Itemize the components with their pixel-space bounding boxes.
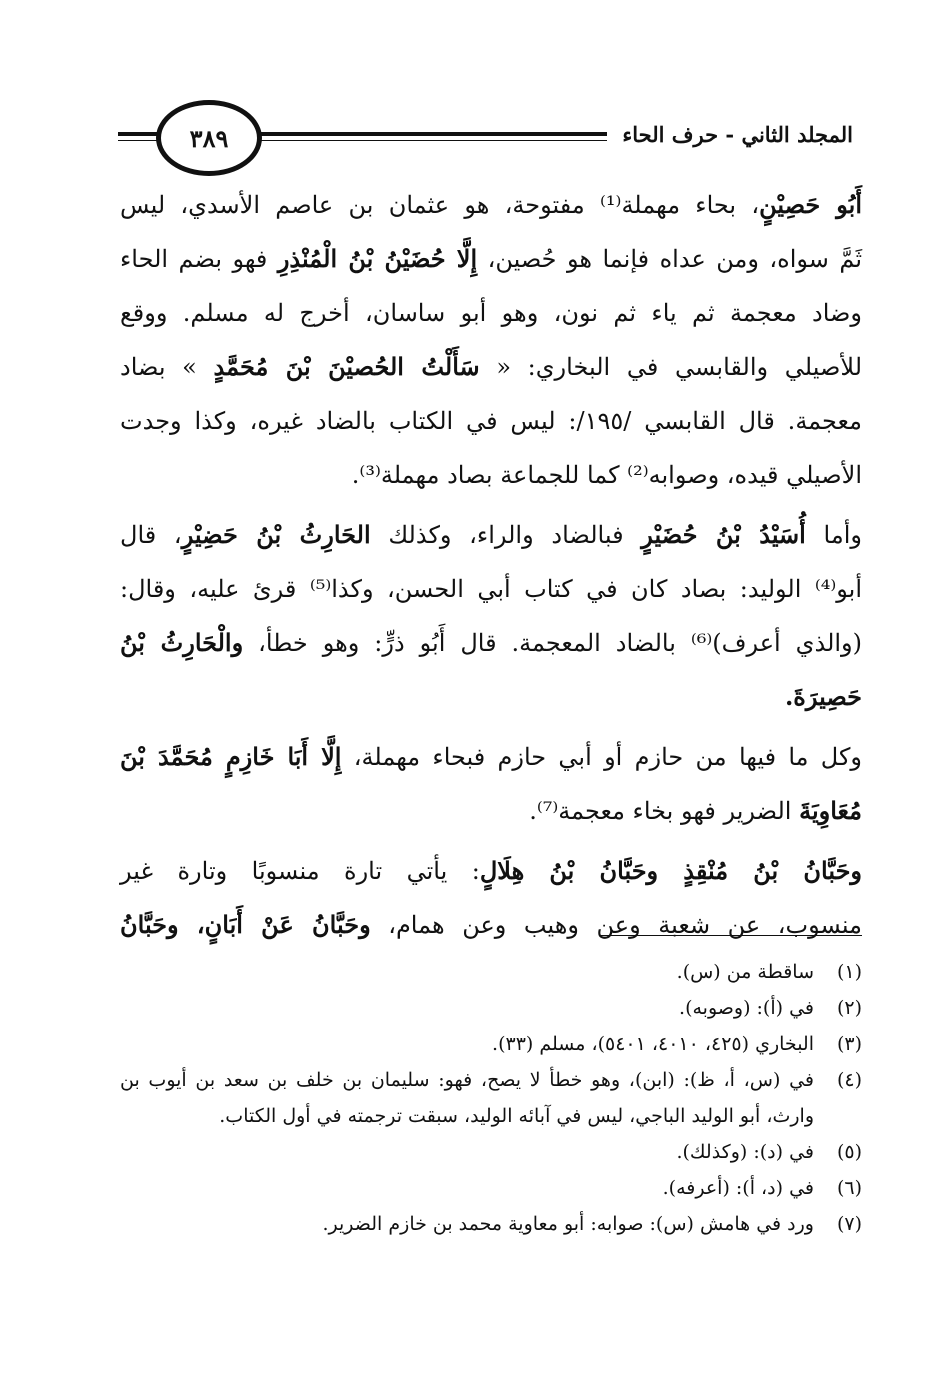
- text-line: [120, 730, 862, 784]
- page-header: [118, 100, 853, 170]
- text: (والذي أعرف)⁽⁶⁾ بالضاد المعجمة. قال أَبُو ذرٍّ: وهو خطأ،: [243, 629, 862, 657]
- text-line: حَصِيرَةَ.: [784, 682, 862, 711]
- entry-name: مُعَاوِيَةَ: [799, 796, 862, 825]
- text-line: [120, 616, 862, 670]
- footnote: [120, 1170, 862, 1206]
- footnote: [120, 1134, 862, 1170]
- text: للأصيلي والقابسي في البخاري: «: [479, 353, 863, 381]
- footnote: [120, 990, 862, 1026]
- text-line: وضاد معجمة ثم ياء ثم نون، وهو أبو ساسان، أخرج له مسلم. ووقع: [120, 299, 862, 327]
- entry-name: إِلَّا حُضَيْنُ بْنُ الْمُنْذِرِ: [277, 244, 478, 273]
- header-rule-left-thin: [118, 140, 158, 141]
- footnote-number: (٦): [836, 1177, 862, 1199]
- footnote-text: ساقطة من (س).: [676, 961, 814, 983]
- footnote: [120, 1062, 862, 1134]
- text: وأما: [805, 521, 862, 549]
- running-title: المجلد الثاني - حرف الحاء: [607, 122, 853, 147]
- footnote-number: (٢): [836, 997, 862, 1019]
- text-line: [120, 844, 862, 898]
- quotation: سَأَلْتُ الحُصيْنَ بْنَ مُحَمَّدٍ: [213, 352, 480, 381]
- footnotes: [120, 954, 862, 1242]
- text: فهو بضم الحاء: [120, 245, 278, 273]
- text: الضرير فهو بخاء معجمة⁽⁷⁾.: [529, 797, 800, 825]
- text: فبالضاد والراء، وكذلك: [370, 521, 642, 549]
- entry-name: وحَبَّانُ بْنُ مُنْقِذٍ وحَبَّانُ بْنُ هِلَالٍ: [479, 856, 863, 885]
- text: ، قال: [120, 521, 182, 549]
- text: ثَمَّ سواه، ومن عداه فإنما هو حُصين،: [477, 245, 862, 273]
- footnote-separator: [600, 935, 862, 936]
- page-number-badge: [156, 100, 262, 176]
- footnote-number: (١): [836, 961, 862, 983]
- entry-name: والْحَارِثُ بْنُ: [120, 628, 244, 657]
- footnote: [120, 954, 862, 990]
- entry-name: أَبُو حَصِيْنٍ: [759, 190, 862, 219]
- text-line: [120, 340, 862, 394]
- text-line: معجمة. قال القابسي /١٩٥/: ليس في الكتاب بالضاد غيره، وكذا وجدت: [120, 407, 862, 435]
- footnote-text: ورد في هامش (س): صوابه: أبو معاوية محمد بن خازم الضرير.: [322, 1213, 814, 1235]
- footnote-text: في (د): (وكذلك).: [676, 1141, 814, 1163]
- entry-name: أُسَيْدُ بْنُ حُضَيْرٍ: [641, 520, 806, 549]
- footnote-text: في (أ): (وصوبه).: [679, 997, 814, 1019]
- footnote-text: في (س، أ، ظ): (ابن)، وهو خطأ لا يصح، فهو: سليمان بن خلف بن سعد بن أيوب بن وارث، أبو الوليد الباجي، ليس في آبائه الوليد، سبقت ترجمته في أول الكتاب.: [120, 1069, 814, 1127]
- text: : يأتي تارة منسوبًا وتارة غير: [120, 857, 480, 885]
- footnote-text: في (د، أ): (أعرفه).: [662, 1177, 814, 1199]
- footnote: [120, 1026, 862, 1062]
- entry-name: وحَبَّانُ عَنْ أَبَانٍ، وحَبَّانُ: [120, 910, 371, 939]
- footnote-number: (٧): [836, 1213, 862, 1235]
- text-line: [120, 178, 862, 232]
- text: منسوب، عن شعبة وعن وهيب وعن همام،: [370, 911, 862, 939]
- footnote-number: (٤): [836, 1069, 862, 1091]
- text-line: أبو⁽⁴⁾ الوليد: بصاد كان في كتاب أبي الحسن، وكذا⁽⁵⁾ قرئ عليه، وقال:: [120, 575, 862, 603]
- entry-name: الحَارِثُ بْنُ حَضِيْرٍ: [181, 520, 371, 549]
- text-line: [120, 508, 862, 562]
- footnote-number: (٣): [836, 1033, 862, 1055]
- page-number: ٣٨٩: [189, 123, 229, 153]
- text: ، بحاء مهملة⁽¹⁾ مفتوحة، هو عثمان بن عاصم الأسدي، ليس: [120, 191, 760, 219]
- text-line: الأصيلي قيده، وصوابه⁽²⁾ كما للجماعة بصاد مهملة⁽³⁾.: [351, 461, 862, 489]
- text: وكل ما فيها من حازم أو أبي حازم فبحاء مهملة،: [341, 743, 862, 771]
- text-line: [120, 232, 862, 286]
- footnote: [120, 1206, 862, 1242]
- header-rule-left: [118, 132, 158, 136]
- footnote-number: (٥): [836, 1141, 862, 1163]
- text: » بضاد: [120, 353, 214, 381]
- main-text: [120, 178, 862, 952]
- footnote-text: البخاري (٤٢٥، ٤٠١٠، ٥٤٠١)، مسلم (٣٣).: [492, 1033, 814, 1055]
- text-line: [120, 784, 862, 838]
- text-line: [120, 898, 862, 952]
- entry-name: إِلَّا أَبَا خَازِمٍ مُحَمَّدَ بْنَ: [120, 742, 342, 771]
